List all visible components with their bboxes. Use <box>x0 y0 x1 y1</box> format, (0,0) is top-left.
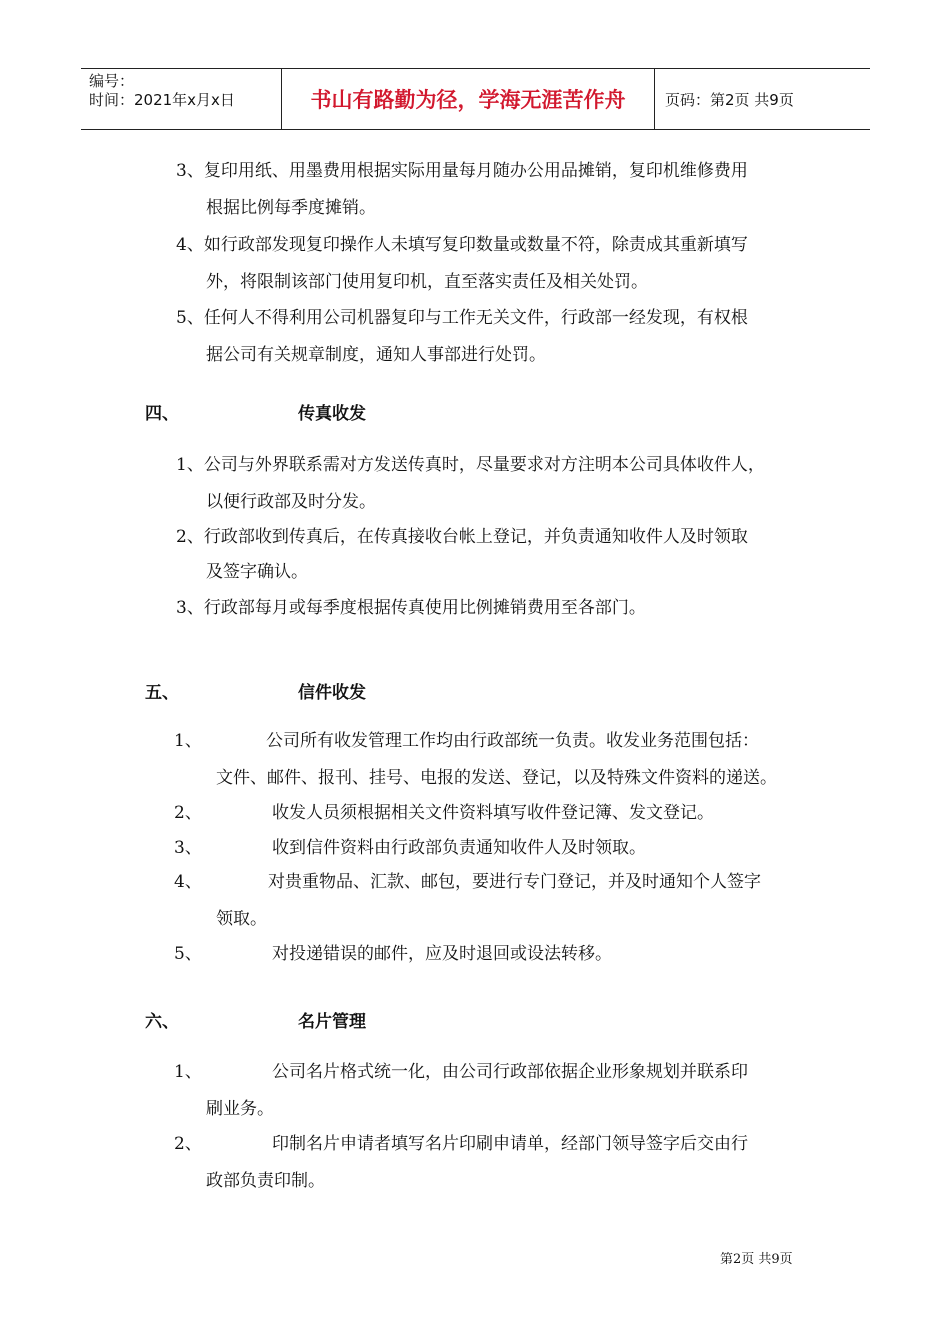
header-motto: 书山有路勤为径，学海无涯苦作舟 <box>282 69 655 129</box>
item-number: 1、 <box>174 1062 202 1082</box>
item-continuation: 政部负责印制。 <box>206 1171 325 1191</box>
item-number: 4、 <box>174 872 202 892</box>
paragraph-line: 及签字确认。 <box>206 562 308 582</box>
section-number: 五、 <box>145 683 179 703</box>
item-number: 1、 <box>174 731 202 751</box>
section-number: 六、 <box>145 1012 179 1032</box>
item-continuation: 刷业务。 <box>206 1099 274 1119</box>
date-label: 时间：2021年x月x日 <box>89 91 235 109</box>
item-number: 5、 <box>174 944 202 964</box>
item-text: 收到信件资料由行政部负责通知收件人及时领取。 <box>272 838 646 858</box>
paragraph-line: 4、如行政部发现复印操作人未填写复印数量或数量不符，除责成其重新填写 <box>176 235 748 255</box>
item-continuation: 领取。 <box>216 909 267 929</box>
paragraph-line: 3、复印用纸、用墨费用根据实际用量每月随办公用品摊销，复印机维修费用 <box>176 161 748 181</box>
paragraph-line: 3、行政部每月或每季度根据传真使用比例摊销费用至各部门。 <box>176 598 646 618</box>
item-text: 对投递错误的邮件，应及时退回或设法转移。 <box>272 944 612 964</box>
header-meta <box>81 69 282 129</box>
paragraph-line: 外，将限制该部门使用复印机，直至落实责任及相关处罚。 <box>206 272 648 292</box>
item-text: 公司所有收发管理工作均由行政部统一负责。收发业务范围包括： <box>266 731 759 751</box>
item-text: 公司名片格式统一化，由公司行政部依据企业形象规划并联系印 <box>272 1062 748 1082</box>
item-text: 对贵重物品、汇款、邮包，要进行专门登记，并及时通知个人签字 <box>268 872 761 892</box>
section-title: 传真收发 <box>298 404 366 424</box>
section-number: 四、 <box>145 404 179 424</box>
header-page-number: 页码：第2页 共9页 <box>665 90 794 109</box>
item-continuation: 文件、邮件、报刊、挂号、电报的发送、登记，以及特殊文件资料的递送。 <box>216 768 777 788</box>
paragraph-line: 1、公司与外界联系需对方发送传真时，尽量要求对方注明本公司具体收件人， <box>176 455 765 475</box>
paragraph-line: 根据比例每季度摊销。 <box>206 198 376 218</box>
paragraph-line: 2、行政部收到传真后，在传真接收台帐上登记，并负责通知收件人及时领取 <box>176 527 748 547</box>
document-header <box>81 68 870 130</box>
footer-page-number: 第2页 共9页 <box>720 1252 793 1267</box>
paragraph-line: 5、任何人不得利用公司机器复印与工作无关文件，行政部一经发现，有权根 <box>176 308 748 328</box>
item-number: 2、 <box>174 1134 202 1154</box>
item-text: 收发人员须根据相关文件资料填写收件登记簿、发文登记。 <box>272 803 714 823</box>
item-number: 3、 <box>174 838 202 858</box>
item-number: 2、 <box>174 803 202 823</box>
number-label: 编号： <box>89 72 135 90</box>
paragraph-line: 据公司有关规章制度，通知人事部进行处罚。 <box>206 345 546 365</box>
section-title: 信件收发 <box>298 683 366 703</box>
item-text: 印制名片申请者填写名片印刷申请单，经部门领导签字后交由行 <box>272 1134 748 1154</box>
paragraph-line: 以便行政部及时分发。 <box>206 492 376 512</box>
section-title: 名片管理 <box>298 1012 366 1032</box>
